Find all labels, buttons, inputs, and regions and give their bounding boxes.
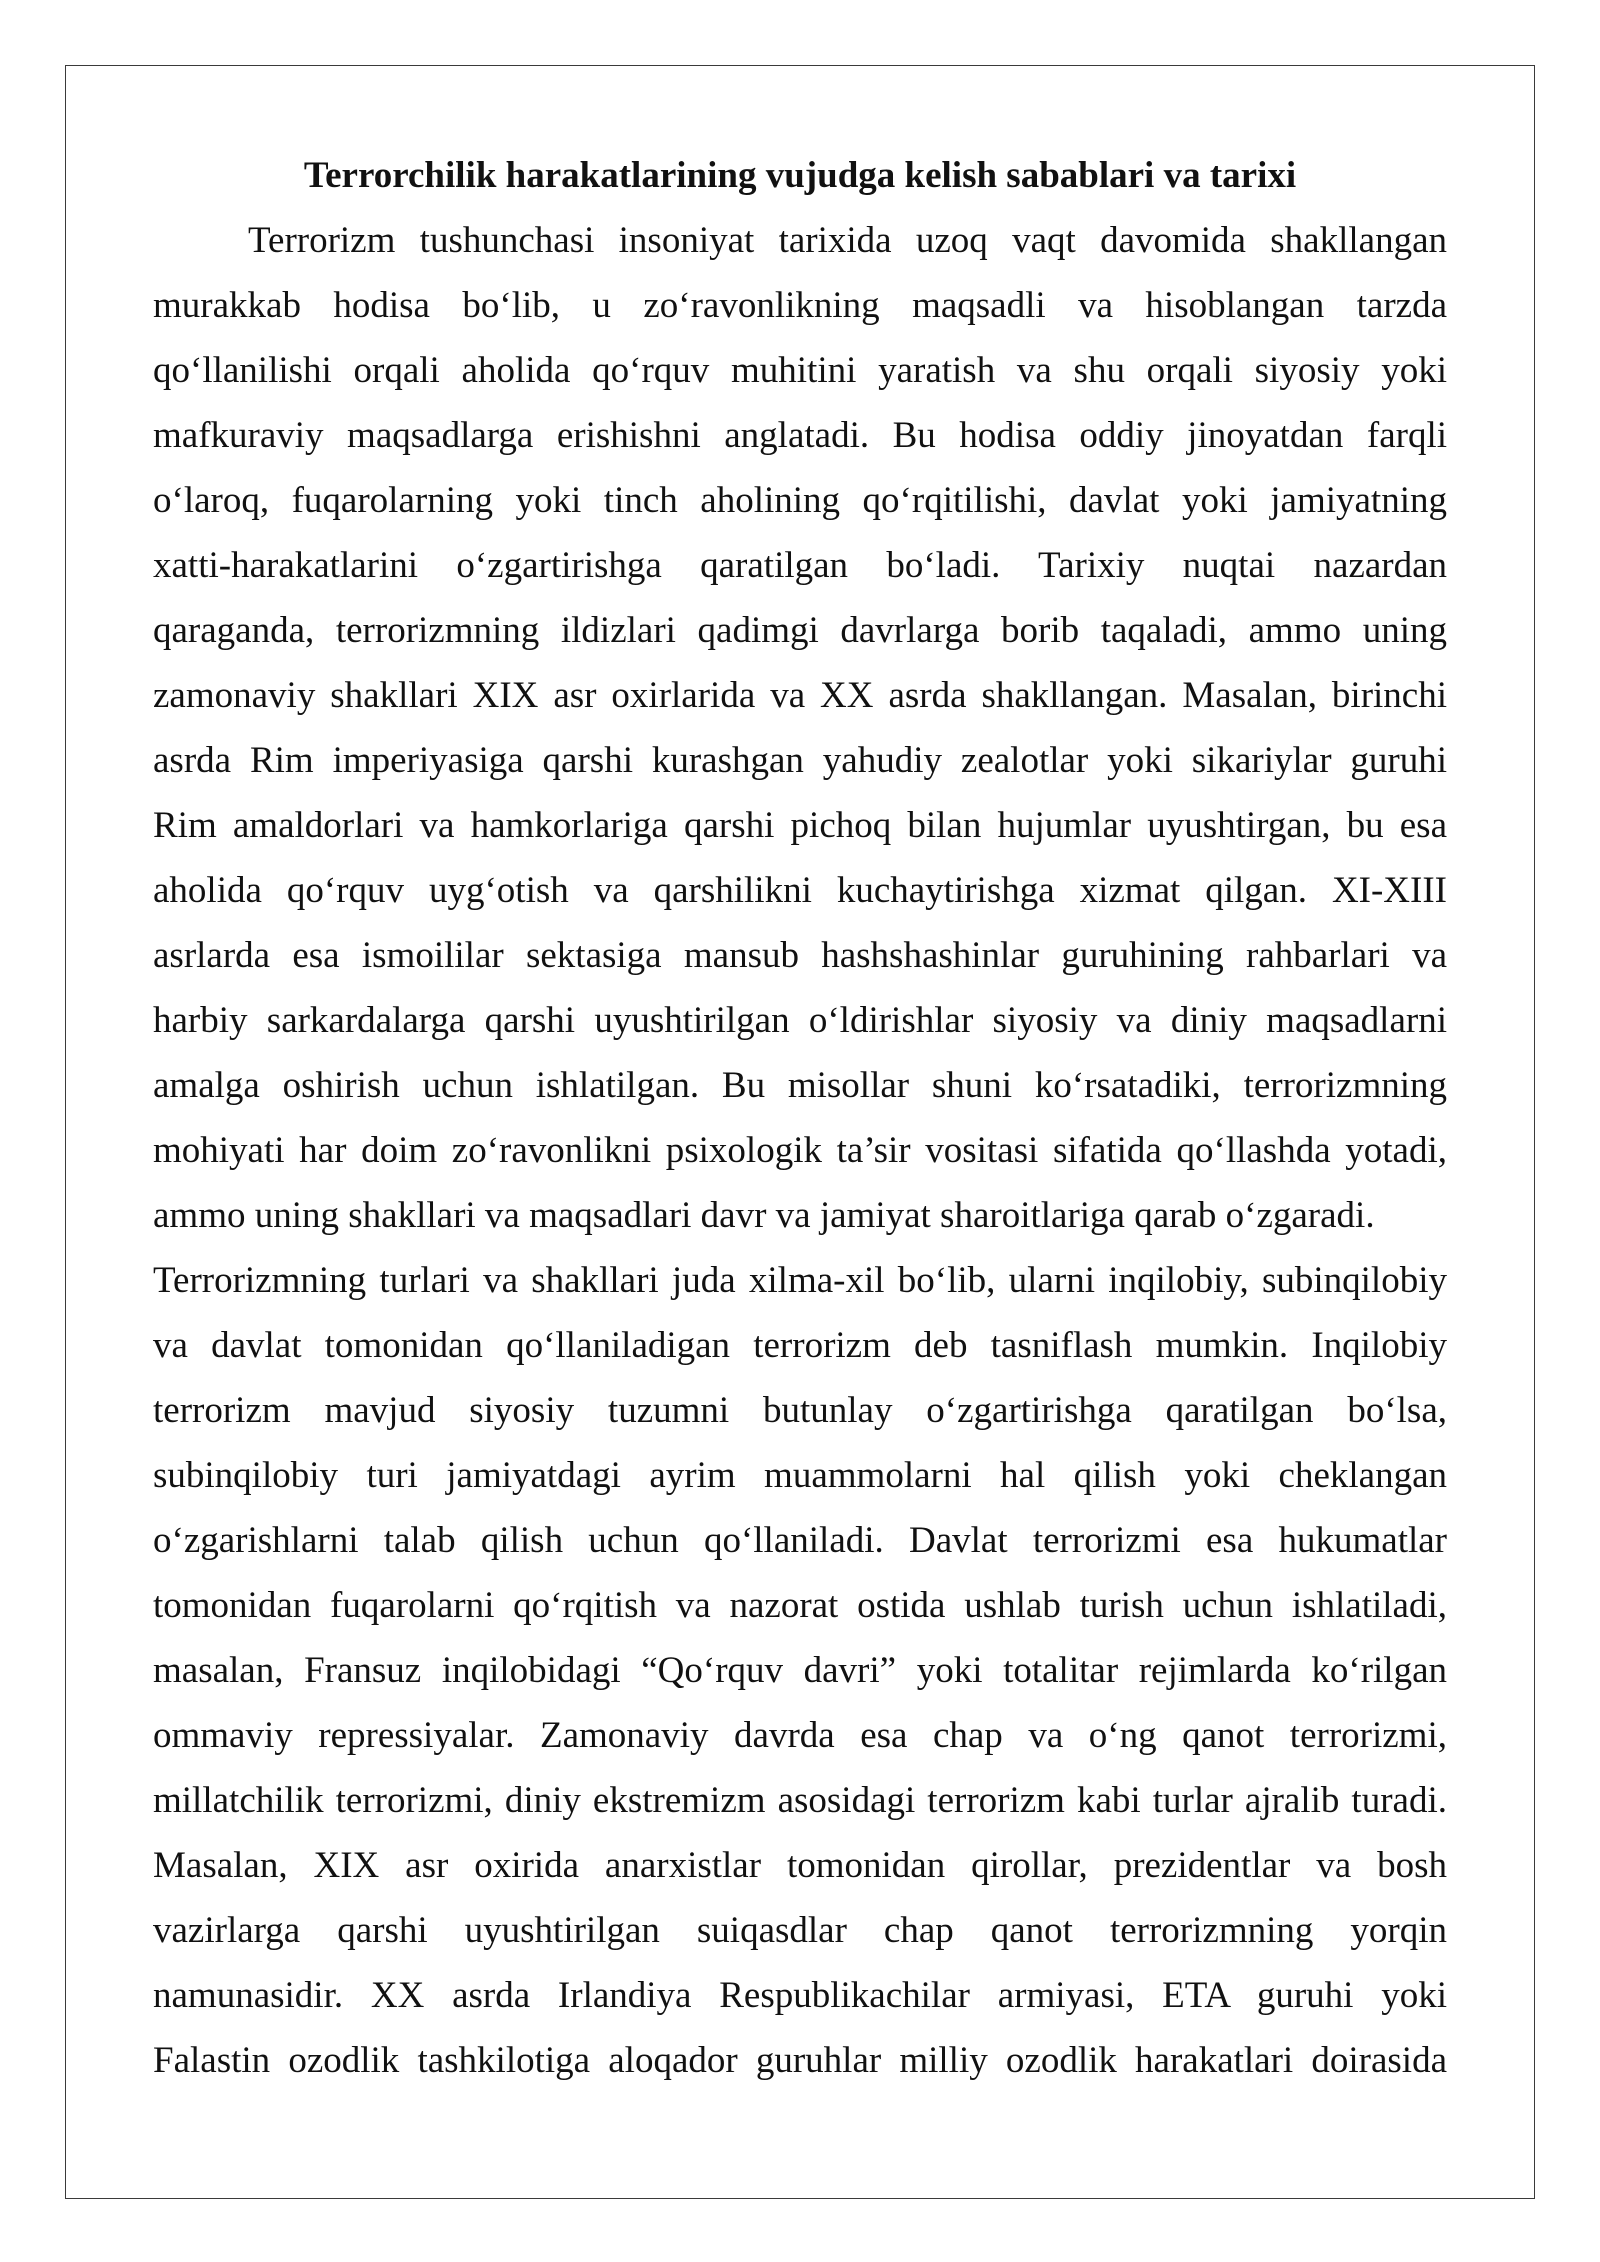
paragraph-line: Terrorizmning turlari va shakllari juda xilma-xil bo‘lib, ularni inqilobiy, subinqilobiy: [153, 1260, 1447, 1301]
paragraph-line: harbiy sarkardalarga qarshi uyushtirilgan o‘ldirishlar siyosiy va diniy maqsadlarni: [153, 1000, 1447, 1041]
paragraph-line: o‘laroq, fuqarolarning yoki tinch aholining qo‘rqitilishi, davlat yoki jamiyatning: [153, 480, 1447, 521]
paragraph-line: Terrorizm tushunchasi insoniyat tarixida uzoq vaqt davomida shakllangan: [248, 220, 1447, 261]
paragraph-line: o‘zgarishlarni talab qilish uchun qo‘llaniladi. Davlat terrorizmi esa hukumatlar: [153, 1520, 1447, 1561]
paragraph-line: masalan, Fransuz inqilobidagi “Qo‘rquv davri” yoki totalitar rejimlarda ko‘rilgan: [153, 1650, 1447, 1691]
paragraph-line: Rim amaldorlari va hamkorlariga qarshi pichoq bilan hujumlar uyushtirgan, bu esa: [153, 805, 1447, 846]
paragraph-line: aholida qo‘rquv uyg‘otish va qarshilikni kuchaytirishga xizmat qilgan. XI-XIII: [153, 870, 1447, 911]
paragraph-line: asrda Rim imperiyasiga qarshi kurashgan yahudiy zealotlar yoki sikariylar guruhi: [153, 740, 1447, 781]
paragraph-line: namunasidir. XX asrda Irlandiya Respublikachilar armiyasi, ETA guruhi yoki: [153, 1975, 1447, 2016]
paragraph-line: millatchilik terrorizmi, diniy ekstremizm asosidagi terrorizm kabi turlar ajralib turadi.: [153, 1780, 1447, 1821]
paragraph-line: qo‘llanilishi orqali aholida qo‘rquv muhitini yaratish va shu orqali siyosiy yoki: [153, 350, 1447, 391]
paragraph-line: subinqilobiy turi jamiyatdagi ayrim muammolarni hal qilish yoki cheklangan: [153, 1455, 1447, 1496]
paragraph-line: zamonaviy shakllari XIX asr oxirlarida va XX asrda shakllangan. Masalan, birinchi: [153, 675, 1447, 716]
document-body: [153, 143, 1447, 2093]
paragraph-2: [153, 1248, 1447, 2093]
paragraph-line: va davlat tomonidan qo‘llaniladigan terrorizm deb tasniflash mumkin. Inqilobiy: [153, 1325, 1447, 1366]
paragraph-line: amalga oshirish uchun ishlatilgan. Bu misollar shuni ko‘rsatadiki, terrorizmning: [153, 1065, 1447, 1106]
paragraph-line: mohiyati har doim zo‘ravonlikni psixologik ta’sir vositasi sifatida qo‘llashda yotadi,: [153, 1130, 1447, 1171]
paragraph-line: mafkuraviy maqsadlarga erishishni anglatadi. Bu hodisa oddiy jinoyatdan farqli: [153, 415, 1447, 456]
paragraph-line: vazirlarga qarshi uyushtirilgan suiqasdlar chap qanot terrorizmning yorqin: [153, 1910, 1447, 1951]
paragraph-line: qaraganda, terrorizmning ildizlari qadimgi davrlarga borib taqaladi, ammo uning: [153, 610, 1447, 651]
paragraph-line: tomonidan fuqarolarni qo‘rqitish va nazorat ostida ushlab turish uchun ishlatiladi,: [153, 1585, 1447, 1626]
paragraph-line: Masalan, XIX asr oxirida anarxistlar tomonidan qirollar, prezidentlar va bosh: [153, 1845, 1447, 1886]
paragraph-line: asrlarda esa ismoililar sektasiga mansub hashshashinlar guruhining rahbarlari va: [153, 935, 1447, 976]
paragraph-1: [153, 208, 1447, 1248]
paragraph-line: Falastin ozodlik tashkilotiga aloqador guruhlar milliy ozodlik harakatlari doirasida: [153, 2040, 1447, 2081]
document-title: Terrorchilik harakatlarining vujudga kelish sabablari va tarixi: [303, 155, 1297, 196]
paragraph-line: murakkab hodisa bo‘lib, u zo‘ravonlikning maqsadli va hisoblangan tarzda: [153, 285, 1447, 326]
paragraph-line: terrorizm mavjud siyosiy tuzumni butunlay o‘zgartirishga qaratilgan bo‘lsa,: [153, 1390, 1447, 1431]
paragraph-line: ammo uning shakllari va maqsadlari davr va jamiyat sharoitlariga qarab o‘zgaradi.: [153, 1195, 1375, 1236]
paragraph-line: ommaviy repressiyalar. Zamonaviy davrda esa chap va o‘ng qanot terrorizmi,: [153, 1715, 1447, 1756]
paragraph-line: xatti-harakatlarini o‘zgartirishga qaratilgan bo‘ladi. Tarixiy nuqtai nazardan: [153, 545, 1447, 586]
